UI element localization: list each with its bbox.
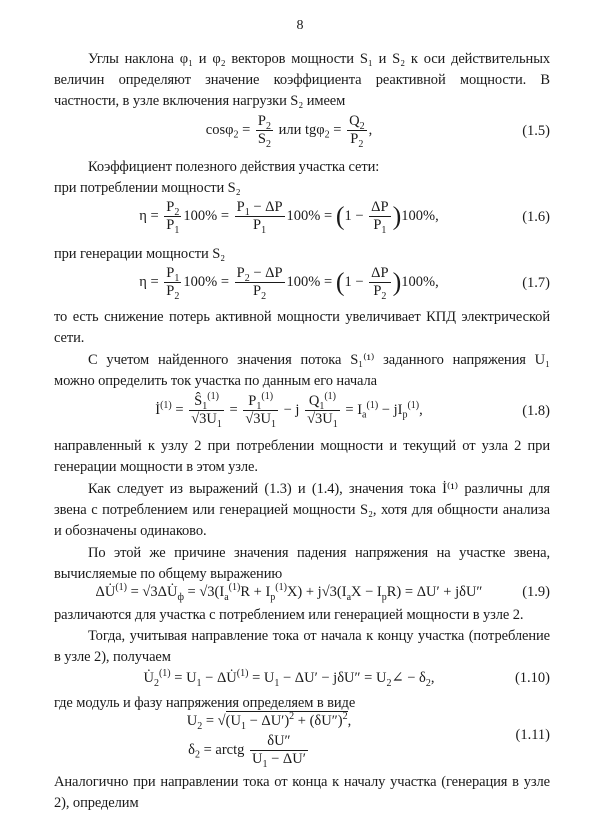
equation-1-8: [54, 393, 550, 433]
paragraph-voltage-drop: По этой же причине значения падения напряжения на участке звена, вычисляемые по общему выражению: [54, 545, 550, 582]
equation-1-10: [54, 670, 550, 692]
equation-1-9-body: ΔU̇$^{(1)}$ = $√3\Delta U̇_ф = √3(I_a^{(1)}R + I_p^{(1)}X) + j√3(I_aX - I_pR) = \Delta U' + j\delta U''$: [95, 582, 483, 603]
equation-1-5: [54, 113, 550, 153]
paragraph-differ: различаются для участка с потреблением или генерацией мощности в узле 2.: [54, 607, 524, 623]
equation-number: (1.7): [522, 275, 550, 291]
equation-number: (1.6): [522, 209, 550, 225]
equation-number: (1.11): [515, 727, 550, 743]
equation-1-11: [54, 713, 550, 769]
equation-number: (1.8): [522, 403, 550, 419]
equation-1-11-line1: $U_2 = √(U_1 - \Delta U')^2 + (\delta U'')^2$,: [186, 711, 352, 732]
equation-1-6-body: η = $\frac{P_2}{P_1}$ 100% = $\frac{P_1 - \Delta P}{P_1}$ 100% = (1 − $\frac{\Delta P}{P_1}$ )100%,: [139, 199, 439, 236]
equation-number: (1.9): [522, 584, 550, 600]
paragraph-direction: направленный к узлу 2 при потреблении мощности и текущий от узла 2 при генерации мощности в этом узле.: [54, 438, 550, 475]
paragraph-similarly: Аналогично при направлении тока от конца к началу участка (генерация в узле 2), определим: [54, 774, 550, 811]
equation-number: (1.10): [514, 670, 550, 686]
paragraph-current-start: С учетом найденного значения потока S₁⁽¹⁾ заданного напряжения U₁ можно определить ток участка по данным его начала: [54, 352, 550, 389]
paragraph-loss-reduction: то есть снижение потерь активной мощности увеличивает КПД электрической сети.: [54, 309, 550, 346]
paragraph-modulus-phase: где модуль и фазу напряжения определяем в виде: [54, 695, 356, 711]
paragraph-generation: при генерации мощности S₂: [54, 246, 226, 262]
paragraph-then: Тогда, учитывая направление тока от начала к концу участка (потребление в узле 2), получаем: [54, 628, 550, 665]
equation-1-7: [54, 265, 550, 305]
page-number: 8: [296, 18, 304, 33]
paragraph-consumption: при потреблении мощности S₂: [54, 180, 241, 196]
equation-1-6: [54, 199, 550, 239]
equation-1-10-body: $U̇_2^{(1)} = U_1$ − ΔU̇$^{(1)}$ = $U_1 - \Delta U' - j\delta U''$ = $U_2\angle - \delta_2$,: [143, 668, 435, 689]
equation-1-11-line2: $\delta_2$ = arctg $\frac{\delta U''}{U_1 - \Delta U'}$: [188, 733, 306, 770]
paragraph-current-values: Как следует из выражений (1.3) и (1.4), значения тока İ⁽¹⁾ различны для звена с потреблением или генерацией мощности S₂, хотя для общности анализа и обозначены одинаково.: [54, 481, 550, 539]
paragraph-power-angles: Углы наклона φ₁ и φ₂ векторов мощности S₁ и S₂ к оси действительных величин определяют значение коэффициента реактивной мощности. В частности, в узле включения нагрузки S₂ имеем: [54, 51, 550, 109]
equation-1-7-body: η = $\frac{P_1}{P_2}$ 100% = $\frac{P_2 - \Delta P}{P_2}$ 100% = (1 − $\frac{\Delta P}{P_2}$ )100%,: [139, 265, 439, 302]
equation-1-8-body: $İ^{(1)}$ = $\frac{Ŝ_1^{(1)}}{√3U_1}$ = $\frac{P_1^{(1)}}{√3U_1}$ − j $\frac{Q_1^{(1)}}{√3U_1}$ = $I_a^{(1)} - jI_p^{(1)}$,: [155, 391, 423, 430]
equation-1-9: [54, 584, 550, 606]
paragraph-efficiency: Коэффициент полезного действия участка сети:: [88, 159, 380, 175]
equation-number: (1.5): [522, 123, 550, 139]
equation-1-5-body: cosφ$_2$ = $\frac{P_2}{S_2}$ или tgφ$_2$ = $\frac{Q_2}{P_2}$ ,: [205, 113, 373, 150]
